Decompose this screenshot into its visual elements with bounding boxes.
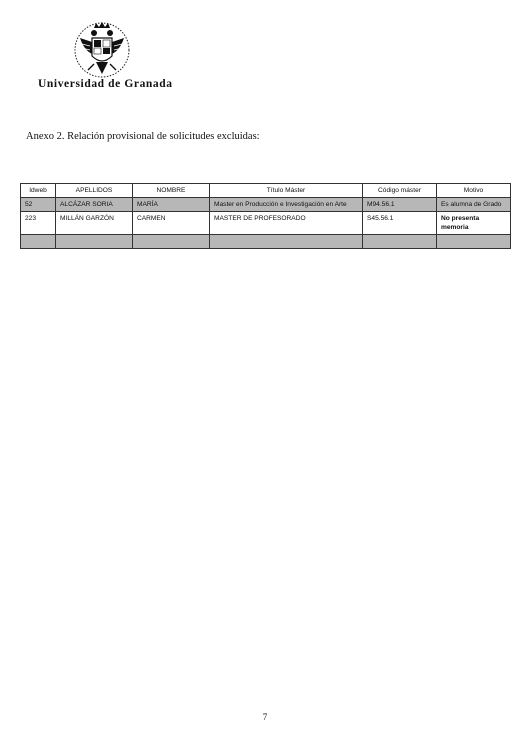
- cell-idweb: 52: [21, 198, 56, 212]
- university-name: Universidad de Granada: [38, 78, 173, 90]
- cell-apellidos: ALCÁZAR SORIA: [56, 198, 133, 212]
- page-number: 7: [262, 712, 268, 722]
- cell-nombre: MARÍA: [133, 198, 210, 212]
- cell-codigo-master: M94.56.1: [363, 198, 437, 212]
- cell-empty: [56, 235, 133, 249]
- cell-empty: [363, 235, 437, 249]
- cell-nombre: CARMEN: [133, 212, 210, 235]
- cell-empty: [210, 235, 363, 249]
- cell-apellidos: MILLÁN GARZÓN: [56, 212, 133, 235]
- cell-empty: [21, 235, 56, 249]
- column-header-apellidos: APELLIDOS: [56, 184, 133, 198]
- cell-titulo-master: Master en Producción e Investigación en Arte: [210, 198, 363, 212]
- table-row-empty: [21, 235, 511, 249]
- column-header-codigo-master: Código máster: [363, 184, 437, 198]
- annex-title: Anexo 2. Relación provisional de solicitudes excluidas:: [26, 131, 260, 142]
- column-header-nombre: NOMBRE: [133, 184, 210, 198]
- cell-motivo: Es alumna de Grado: [437, 198, 511, 212]
- table-row: [21, 212, 511, 235]
- cell-empty: [437, 235, 511, 249]
- cell-motivo: No presenta memoria: [437, 212, 511, 235]
- table-row: [21, 198, 511, 212]
- column-header-motivo: Motivo: [437, 184, 511, 198]
- cell-codigo-master: S45.56.1: [363, 212, 437, 235]
- cell-idweb: 223: [21, 212, 56, 235]
- column-header-titulo-master: Título Máster: [210, 184, 363, 198]
- excluded-applications-table: [20, 183, 511, 249]
- cell-empty: [133, 235, 210, 249]
- cell-titulo-master: MASTER DE PROFESORADO: [210, 212, 363, 235]
- university-crest-logo: [70, 20, 134, 80]
- column-header-idweb: Idweb: [21, 184, 56, 198]
- table-header-row: [21, 184, 511, 198]
